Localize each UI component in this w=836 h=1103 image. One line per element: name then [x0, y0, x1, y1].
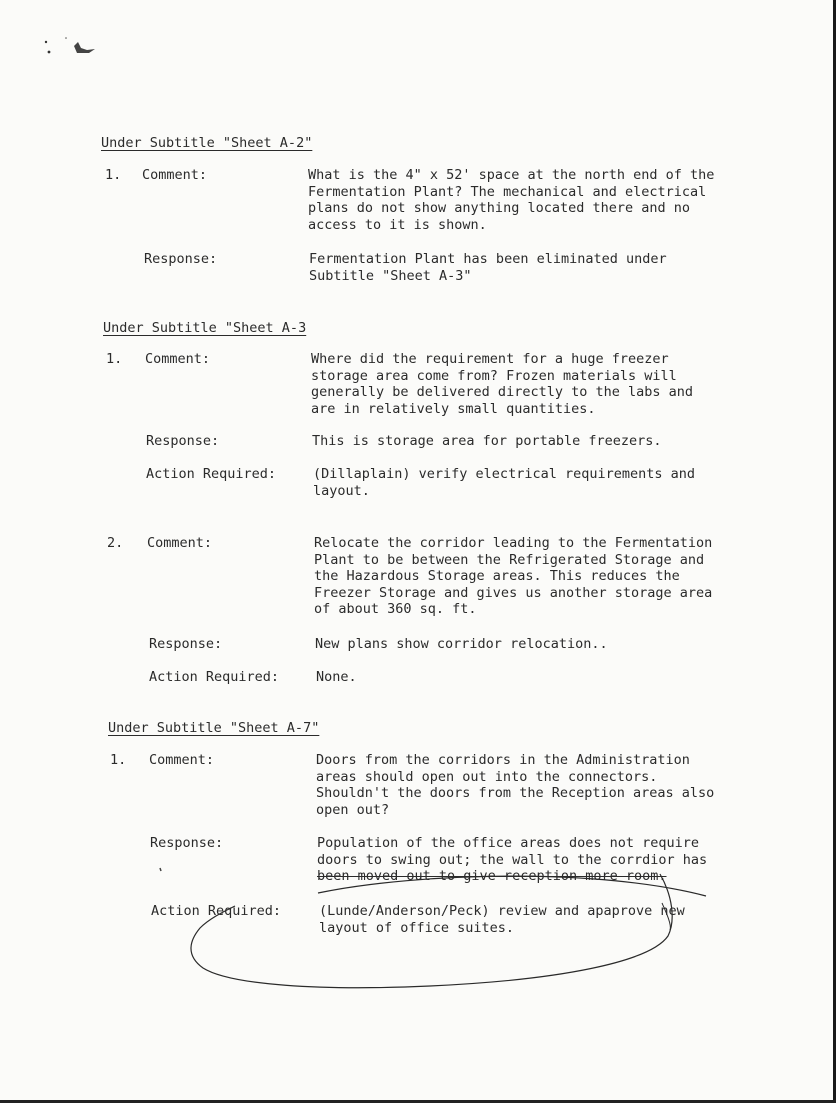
- action-required-label: Action Required:: [149, 669, 280, 685]
- struck-line: been moved out to give reception more room.: [317, 868, 667, 884]
- response-label: Response:: [150, 835, 224, 851]
- response-label: Response:: [146, 433, 220, 449]
- action-required-text: (Lunde/Anderson/Peck) review and apaprove new layout of office suites.: [319, 903, 685, 936]
- section-heading: Under Subtitle "Sheet A-2": [101, 135, 313, 151]
- action-required-label: Action Required:: [151, 903, 282, 919]
- response-text: New plans show corridor relocation..: [315, 636, 608, 652]
- section-sheet-a3: [103, 320, 306, 337]
- comment-text: Relocate the corridor leading to the Fermentation Plant to be between the Refrigerated Storage and the Hazardous Storage areas. This reduces the Freezer Storage and gives us another storage area of about 360 sq. ft.: [314, 535, 713, 617]
- response-text: This is storage area for portable freezers.: [312, 433, 662, 449]
- response-text: Population of the office areas does not require doors to swing out; the wall to the corrdior has been moved out to give reception more room.: [317, 835, 737, 885]
- section-heading: Under Subtitle "Sheet A-7": [108, 720, 320, 736]
- item-number: 1.: [105, 167, 122, 183]
- action-required-text: (Dillaplain) verify electrical requirements and layout.: [313, 466, 696, 499]
- comment-text: Where did the requirement for a huge freezer storage area come from? Frozen materials will generally be delivered directly to the labs and are in relatively small quantities.: [311, 351, 694, 417]
- comment-text: What is the 4" x 52' space at the north end of the Fermentation Plant? The mechanical and electrical plans do not show anything located there and no access to it is shown.: [308, 167, 715, 233]
- section-sheet-a7: [108, 720, 319, 737]
- comment-text: Doors from the corridors in the Administration areas should open out into the connectors. Shouldn't the doors from the Reception areas also open out?: [316, 752, 715, 818]
- response-label: Response:: [149, 636, 223, 652]
- response-text: Fermentation Plant has been eliminated under Subtitle "Sheet A-3": [309, 251, 667, 284]
- action-required-text: None.: [316, 669, 357, 685]
- section-sheet-a2: [101, 135, 312, 152]
- action-required-label: Action Required:: [146, 466, 277, 482]
- item-number: 1.: [106, 351, 123, 367]
- comment-label: Comment:: [147, 535, 213, 551]
- response-label: Response:: [144, 251, 218, 267]
- comment-label: Comment:: [145, 351, 211, 367]
- comment-label: Comment:: [149, 752, 215, 768]
- comment-label: Comment:: [142, 167, 208, 183]
- section-heading: Under Subtitle "Sheet A-3: [103, 320, 307, 336]
- scan-smudge-mark: [36, 30, 106, 60]
- item-number: 1.: [110, 752, 127, 768]
- item-number: 2.: [107, 535, 124, 551]
